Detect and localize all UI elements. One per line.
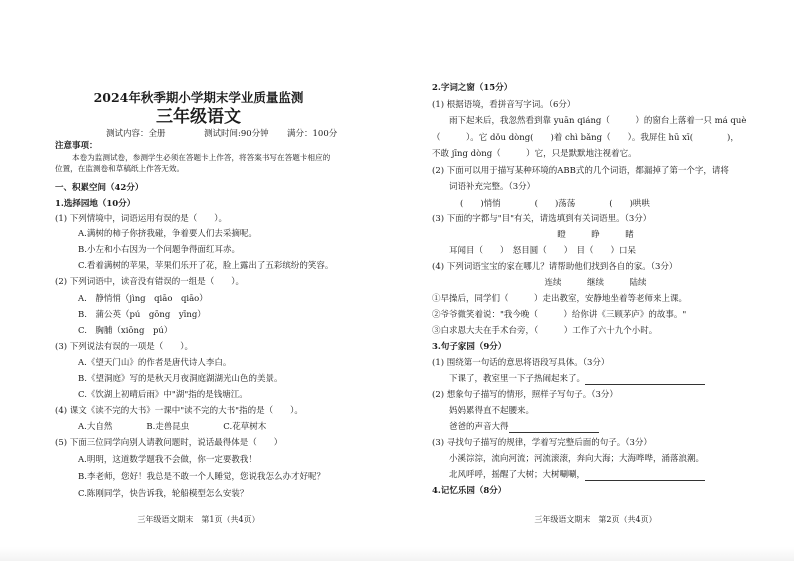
option-1-3-a: A.《望天门山》的作者是唐代诗人李白。	[78, 358, 232, 368]
question-3-1: (1) 围绕第一句话的意思将语段写具体。（3分）	[432, 358, 610, 368]
notice-line-2: 位置，在监测卷和草稿纸上作答无效。	[55, 164, 185, 173]
option-1-1-a: A.满树的柿子你挤我碰，争着要人们去采摘呢。	[78, 229, 257, 239]
words-2-3: 耳闻目（ ） 怒目圆（ ） 目（ ）口呆	[449, 246, 637, 256]
question-1-2: (2) 下列词语中，读音没有错误的一组是（ ）。	[55, 277, 244, 287]
passage-2-1-line-2: （ ）。它 dǒu dòng( )着 chì bǎng（ ）。我屏住 hū xī( )，	[432, 133, 739, 143]
sentence-2-4-b: ②爷爷微笑着说："我今晚（ ）给你讲《三顾茅庐》的故事。"	[432, 310, 687, 320]
answer-line-3-2	[509, 423, 599, 433]
example-3-3: 小溪淙淙，流向河流；河流滚滚，奔向大海；大海哗哗，涌落浪潮。	[449, 454, 705, 464]
question-2-2-cont: 词语补充完整。（3分）	[449, 182, 536, 192]
page-2-footer: 三年级语文期末 第2页（共4页）	[534, 515, 657, 524]
option-1-5-a: A.明明，这道数学题我不会做，你一定要教我！	[78, 455, 257, 465]
question-1-heading: 1.选择园地（10分）	[55, 199, 136, 209]
options-1-4: A.大自然 B.走兽昆虫 C.花草树木	[78, 422, 267, 432]
option-1-2-a: A. 静悄悄（jìng qiāo qiāo）	[78, 294, 208, 304]
notice-line-1: 本卷为监测试卷，参测学生必须在答题卡上作答，将答案书写在答题卡相应的	[72, 153, 331, 162]
option-1-1-b: B.小左和小右因为一个问题争得面红耳赤。	[78, 245, 240, 255]
notice-heading: 注意事项：	[55, 141, 98, 151]
option-1-2-b: B. 蒲公英（pú gōng yīng）	[78, 310, 206, 320]
example-3-2: 妈妈累得直不起腰来。	[449, 406, 535, 416]
sentence-2-4-a: ①早操后，同学们（ ）走出教室，安静地坐着等老师来上课。	[432, 294, 688, 304]
question-2-4: (4) 下列词语宝宝的家在哪儿？请帮助他们找到各自的家。（3分）	[432, 262, 678, 272]
question-1-4: (4) 课文《读不完的大书》一课中"读不完的大书"指的是（ ）。	[55, 406, 303, 416]
passage-2-1-line-1: 雨下起来后，我忽然看到靠 yuān qiáng（ ）的窗台上落着一只 má què	[449, 116, 747, 126]
question-3-2: (2) 想象句子描写的情形，照样子写句子。（3分）	[432, 390, 618, 400]
question-2-1: (1) 根据语境，看拼音写字词。（6分）	[432, 100, 576, 110]
sentence-3-1	[449, 374, 705, 385]
sentence-3-3-text: 北风呼呼，摇醒了大树；大树唰唰，	[449, 470, 586, 480]
exam-page-2	[397, 0, 794, 561]
question-1-5: (5) 下面三位同学向别人请教问题时，说话最得体是（ ）	[55, 438, 283, 448]
question-1-1: (1) 下列情境中，词语运用有误的是（ ）。	[55, 214, 227, 224]
passage-2-1-line-3: 不敢 jīng dòng（ ）它，只是默默地注视着它。	[432, 149, 637, 159]
sentence-3-2	[449, 422, 599, 433]
question-2-heading: 2.字词之窗（15分）	[432, 83, 513, 93]
words-2-4: 连续 继续 陆续	[544, 278, 647, 288]
answer-line-3-1	[585, 375, 705, 385]
option-1-5-c: C.陈刚同学，快告诉我，轮船模型怎么安装？	[78, 489, 249, 499]
question-4-heading: 4.记忆乐园（8分）	[432, 486, 507, 496]
section-1-heading: 一、积累空间（42分）	[55, 183, 144, 193]
option-1-3-c: C.《饮湖上初晴后雨》中"湖"指的是钱塘江。	[78, 390, 248, 400]
sentence-3-2-text: 爸爸的声音大得	[449, 422, 509, 432]
info-score: 满分：100分	[287, 129, 338, 139]
answer-line-3-3	[585, 471, 705, 481]
question-2-3: (3) 下面的字都与"目"有关，请选填到有关词语里。（3分）	[432, 214, 652, 224]
question-3-3: (3) 寻找句子描写的规律，学着写完整后面的句子。（3分）	[432, 438, 652, 448]
option-1-3-b: B.《望洞庭》写的是秋天月夜洞庭湖湖光山色的美景。	[78, 374, 283, 384]
subject-title: 三年级语文	[156, 107, 241, 127]
words-2-2: ( )悄悄 ( )荡荡 ( )哄哄	[460, 199, 650, 209]
scan-shadow	[0, 547, 794, 561]
question-3-heading: 3.句子家园（9分）	[432, 342, 507, 352]
question-1-3: (3) 下列说法有误的一项是（ ）。	[55, 342, 193, 352]
page-1-footer: 三年级语文期末 第1页（共4页）	[137, 515, 260, 524]
option-1-5-b: B.李老师，您好！我总是不敢一个人睡觉，您说我怎么办才好呢？	[78, 472, 325, 482]
option-1-2-c: C. 胸脯（xiōng pú）	[78, 326, 173, 336]
exam-title: 2024年秋季期小学期末学业质量监测	[93, 90, 304, 105]
info-time: 测试时间:90分钟	[204, 129, 269, 139]
question-2-2: (2) 下面可以用于描写某种环境的ABB式的几个词语，都漏掉了第一个字，请将	[432, 166, 729, 176]
sentence-3-3	[449, 470, 705, 481]
option-1-1-c: C.看着满树的苹果，苹果们乐开了花，脸上露出了五彩缤纷的笑容。	[78, 261, 334, 271]
chars-2-3: 瞪 睁 睹	[557, 230, 634, 240]
sentence-3-1-text: 下课了，教室里一下子热闹起来了。	[449, 374, 586, 384]
sentence-2-4-c: ③白求恩大夫在手术台旁，（ ）工作了六十九个小时。	[432, 326, 658, 336]
info-scope: 测试内容：全册	[106, 129, 166, 139]
